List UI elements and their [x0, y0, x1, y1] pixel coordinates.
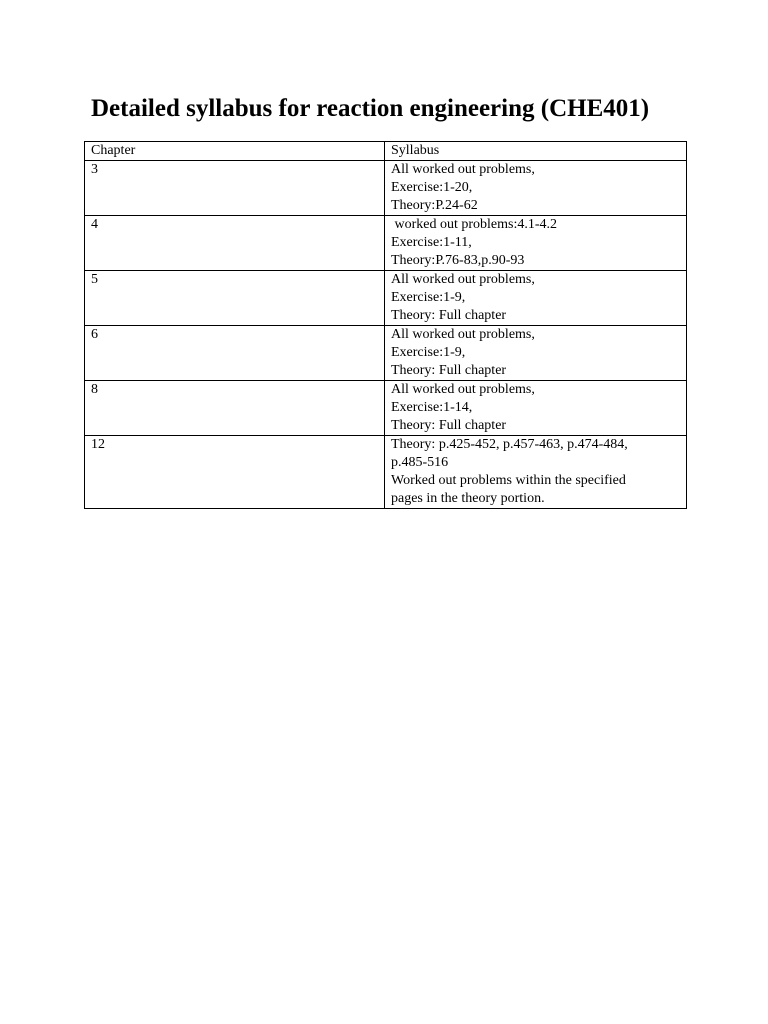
syllabus-line: All worked out problems, — [391, 162, 535, 177]
syllabus-line: Exercise:1-9, — [391, 345, 466, 360]
syllabus-line: p.485-516 — [391, 455, 449, 470]
table-row — [85, 326, 687, 381]
syllabus-line: Exercise:1-9, — [391, 290, 466, 305]
page-title: Detailed syllabus for reaction engineering (CHE401) — [91, 95, 650, 122]
table-row — [85, 436, 687, 509]
syllabus-line: Exercise:1-14, — [391, 400, 473, 415]
syllabus-cell — [385, 326, 687, 381]
syllabus-line: Worked out problems within the specified — [391, 473, 626, 488]
column-header-chapter: Chapter — [85, 142, 385, 161]
syllabus-line: Theory:P.24-62 — [391, 198, 478, 213]
chapter-cell: 3 — [85, 161, 385, 216]
syllabus-line: Exercise:1-11, — [391, 235, 472, 250]
syllabus-line: Theory: p.425-452, p.457-463, p.474-484, — [391, 437, 628, 452]
syllabus-cell — [385, 381, 687, 436]
chapter-cell: 8 — [85, 381, 385, 436]
chapter-cell: 6 — [85, 326, 385, 381]
table-row — [85, 271, 687, 326]
syllabus-line: Theory: Full chapter — [391, 418, 507, 433]
chapter-cell: 5 — [85, 271, 385, 326]
table-header-row — [85, 142, 687, 161]
syllabus-line: Theory: Full chapter — [391, 308, 507, 323]
syllabus-line: All worked out problems, — [391, 382, 535, 397]
syllabus-line: Exercise:1-20, — [391, 180, 473, 195]
syllabus-line: Theory:P.76-83,p.90-93 — [391, 253, 525, 268]
chapter-cell: 12 — [85, 436, 385, 509]
table-row — [85, 381, 687, 436]
syllabus-line: pages in the theory portion. — [391, 491, 545, 506]
syllabus-cell — [385, 436, 687, 509]
column-header-syllabus: Syllabus — [385, 142, 687, 161]
chapter-cell: 4 — [85, 216, 385, 271]
syllabus-line: Theory: Full chapter — [391, 363, 507, 378]
table-row — [85, 216, 687, 271]
syllabus-table — [84, 141, 687, 509]
syllabus-line: All worked out problems, — [391, 272, 535, 287]
syllabus-line: worked out problems:4.1-4.2 — [391, 217, 558, 232]
table-row — [85, 161, 687, 216]
syllabus-cell — [385, 161, 687, 216]
syllabus-cell — [385, 216, 687, 271]
syllabus-line: All worked out problems, — [391, 327, 535, 342]
syllabus-cell — [385, 271, 687, 326]
